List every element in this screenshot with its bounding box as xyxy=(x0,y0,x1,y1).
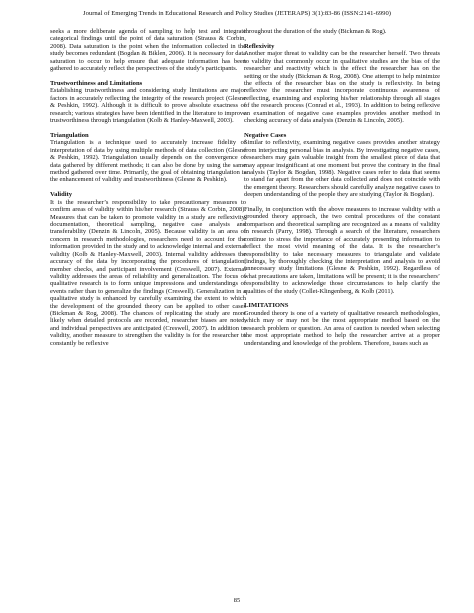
heading-trustworthiness: Trustworthiness and Limitations xyxy=(50,79,143,87)
paragraph-continuation: throughout the duration of the study (Bickman & Rog). xyxy=(244,28,387,35)
paragraph-trustworthiness: Establishing trustworthiness and considering study limitations are major factors in accurately reflecting the integrity of the research project (Glesne & Peshkin, 1992). Although it is difficult to prove absolute exactness of research; various strategies have been identified in the literature to improve trustworthiness through triangulation (Kolb & Hanley-Maxwell, 2003). xyxy=(50,87,246,125)
heading-reflexivity: Reflexivity xyxy=(244,42,275,50)
paragraph-data-saturation: seeks a more deliberate agenda of sampling to help test and integrate categorical findings until the point of data saturation (Strauss & Corbin, 2008). Data saturation is the point when the information collected in the study becomes redundant (Bogdan & Biklen, 2006). It is necessary for data saturation to occur to help ensure that adequate information has been gathered to accurately reflect the perspectives of the study’s participants. xyxy=(50,28,246,73)
paragraph-finally: Finally, in conjunction with the above measures to increase validity with a grounded theory approach, the two central procedures of the constant comparison and theoretical sampling are recognized as a means of validity in research (Parry, 1998). Through a search of the literature, researchers continue to stress the importance of accurately presenting information to reflect the most vivid meaning of the data. It is the researcher’s responsibility to take necessary measures to triangulate and validate findings, by thoroughly checking the interpretation and analysis to avoid unnecessary study limitations (Glesne & Peshkin, 1992). Regardless of what precautions are taken, limitations will be present; it is the researchers’ responsibility to acknowledge those circumstances to help clarify the qualities of the study (Collet-Klingenberg, & Kolb (2011). xyxy=(244,206,440,295)
paragraph-validity: It is the researcher’s responsibility to take precautionary measures to confirm areas of validity within his/her research (Strauss & Corbin, 2008). Measures that can be taken to promote validity in a study are reflexivity, documentation, theoretical sampling, negative case analysis and transferability (Denzin & Lincoln, 2005). Because validity is an area of concern in research methodologies, researchers need to account for the information provided in the study and to acknowledge internal and external validity (Kolb & Hanley-Maxwell, 2003). Internal validity addresses the accuracy of the data by incorporating the procedures of triangulation, member checks, and participant involvement (Creswell, 2007). External validity addresses the areas of reliability and generalization. The focus of qualitative research is to form unique impressions and understandings of events rather than to generalize the findings (Creswell). Generalization in a qualitative study is enhanced by carefully examining the extent to which the development of the grounded theory can be applied to other cases (Bickman & Rog, 2008). The chances of replicating the study are more likely when detailed protocols are recorded, researcher biases are noted, and individual perspectives are anticipated (Creswell, 2007). In addition to validity, another measure to strengthen the validity is for the researcher to constantly be reflexive xyxy=(50,198,246,347)
right-column xyxy=(244,28,440,347)
paragraph-negative-cases: Similar to reflexivity, examining negative cases provides another strategy from interjecting personal bias in analysis. By investigating negative cases, researchers may gain valuable insight from the smallest piece of data that may appear insignificant at one moment but prove the contrary in the final analysis (Taylor & Bogdan, 1998). Negative cases refer to data that seems to stand far apart from the other data collected and does not coincide with the emergent theory. Researchers should carefully analyze negative cases to deepen understanding of the people they are studying (Taylor & Bogdan). xyxy=(244,139,440,199)
paragraph-limitations: Grounded theory is one of a variety of qualitative research methodologies, which may or may not be the most appropriate method based on the research problem or question. An area of caution is needed when selecting the most appropriate method to help the researcher arrive at a proper understanding and knowledge of the problem. Therefore, issues such as xyxy=(244,309,440,347)
paragraph-triangulation: Triangulation is a technique used to accurately increase fidelity of interpretation of data by using multiple methods of data collection (Glesne & Peshkin, 1992). Triangulation usually depends on the convergence of data gathered by different methods; it can also be done by using the same method gathered over time. Primarily, the goal of obtaining triangulation is the enhancement of validity and trustworthiness (Glesne & Peshkin). xyxy=(50,139,246,184)
left-column xyxy=(50,28,246,347)
heading-negative-cases: Negative Cases xyxy=(244,131,287,139)
heading-limitations: LIMITATIONS xyxy=(244,302,289,310)
journal-header: Journal of Emerging Trends in Educational Research and Policy Studies (JETERAPS) 3(1):83-86 (ISSN:2141-6990) xyxy=(83,10,391,17)
page-number: 85 xyxy=(233,597,241,604)
heading-triangulation: Triangulation xyxy=(50,131,89,139)
heading-validity: Validity xyxy=(50,191,73,199)
paragraph-reflexivity: Another major threat to validity can be the researcher herself. Two threats to validity that commonly occur in qualitative studies are the bias of the researcher and reactivity which is the effect the researcher has on the setting or the study (Bickman & Rog, 2008). One attempt to help minimize the effects of the researcher bias on the study is reflexivity. In being reflexive the researcher must incorporate continuous awareness of reflecting, examining and exploring his/her relationship through all stages of the research process (Conrad et al., 1993). In addition to being reflexive an examination of negative case examples provides another method in checking accuracy of data analysis (Denzin & Lincoln, 2005). xyxy=(244,50,440,125)
